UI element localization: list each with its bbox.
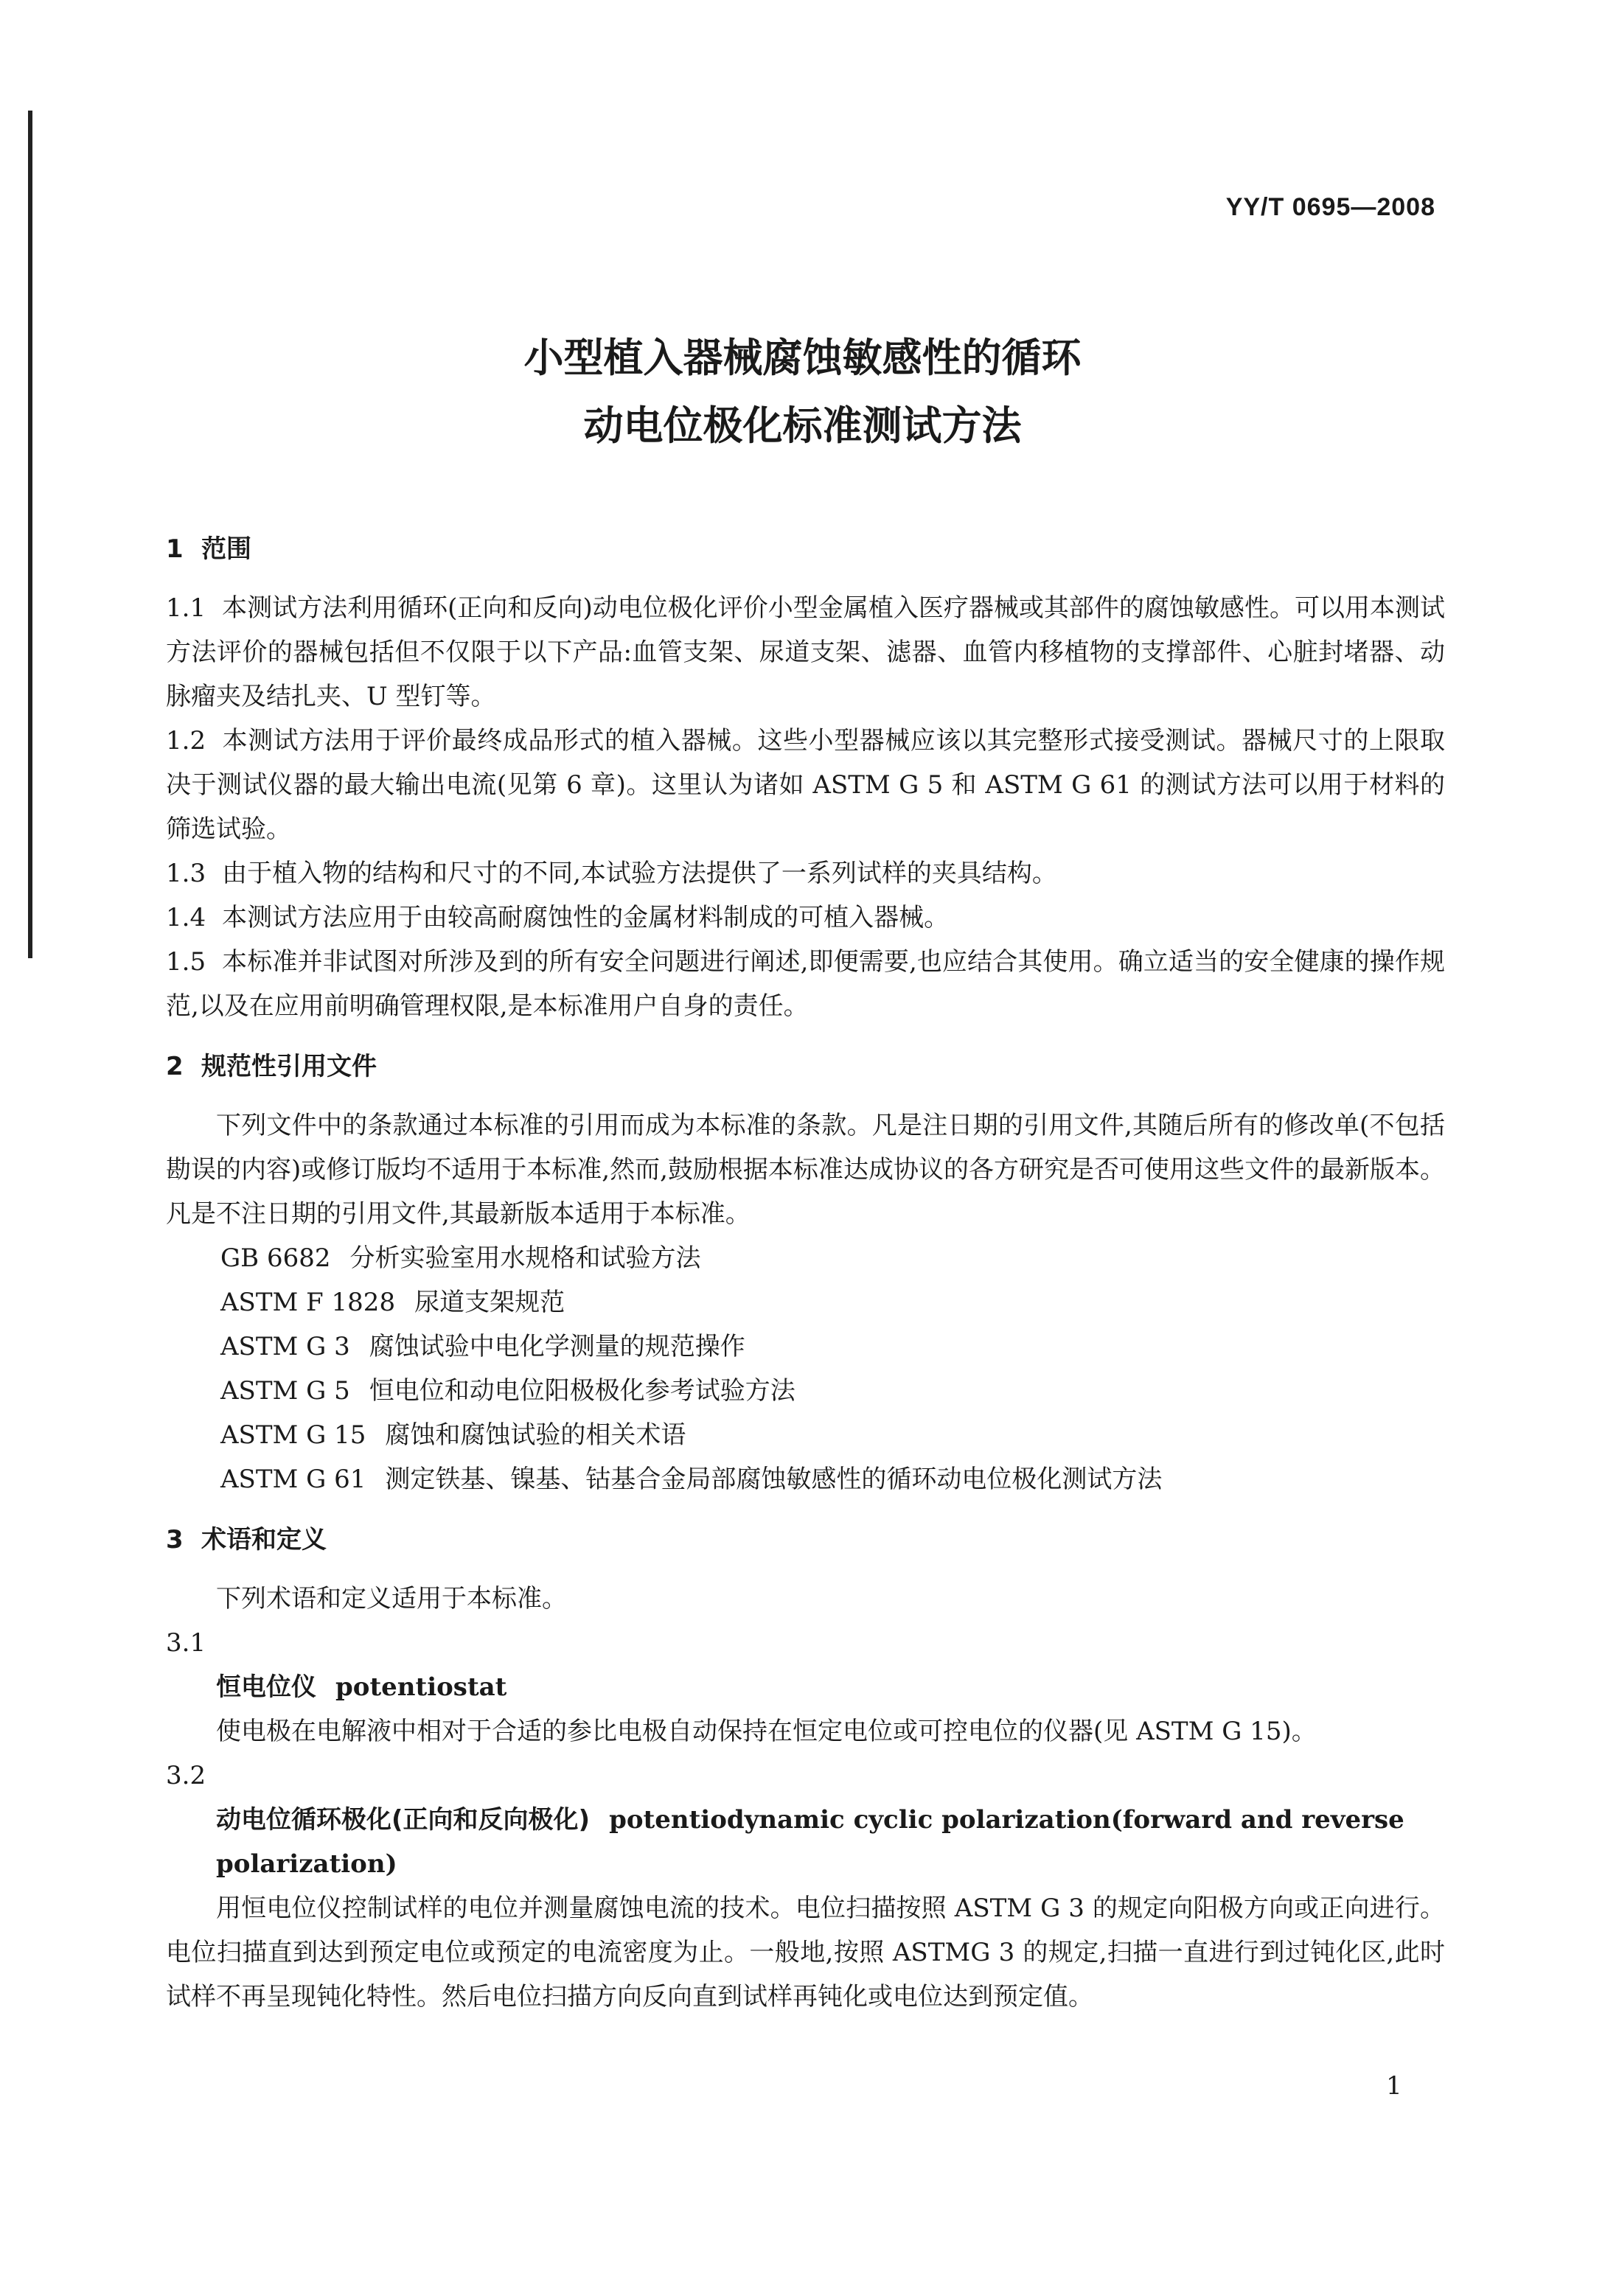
clause-1-1: 1.1 本测试方法利用循环(正向和反向)动电位极化评价小型金属植入医疗器械或其部件的腐蚀敏感性。可以用本测试方法评价的器械包括但不仅限于以下产品:血管支架、尿道支架、滤器、血管内移植物的支撑部件、心脏封堵器、动脉瘤夹及结扎夹、U 型钉等。 <box>166 593 1445 711</box>
clause-1-3: 1.3 由于植入物的结构和尺寸的不同,本试验方法提供了一系列试样的夹具结构。 <box>166 859 1057 888</box>
clause-1-2: 1.2 本测试方法用于评价最终成品形式的植入器械。这些小型器械应该以其完整形式接受测试。器械尺寸的上限取决于测试仪器的最大输出电流(见第 6 章)。这里认为诸如 ASTM G 5 和 ASTM G 61 的测试方法可以用于材料的筛选试验。 <box>166 726 1445 844</box>
binding-line <box>28 111 32 958</box>
page-number: 1 <box>1386 2071 1402 2101</box>
term-definition: 用恒电位仪控制试样的电位并测量腐蚀电流的技术。电位扫描按照 ASTM G 3 的规定向阳极方向或正向进行。电位扫描直到达到预定电位或预定的电流密度为止。一般地,按照 ASTMG 3 的规定,扫描一直进行到过钝化区,此时试样不再呈现钝化特性。然后电位扫描方向反向直到试样再钝化或电位达到预定值。 <box>166 1894 1445 2011</box>
reference-item: ASTM F 1828 尿道支架规范 <box>220 1288 565 1317</box>
title-line-1: 小型植入器械腐蚀敏感性的循环 <box>523 335 1082 381</box>
term-number: 3.2 <box>166 1761 206 1790</box>
reference-item: GB 6682 分析实验室用水规格和试验方法 <box>220 1243 701 1273</box>
section-number: 3 <box>166 1525 184 1554</box>
section-3-intro: 下列术语和定义适用于本标准。 <box>216 1584 567 1613</box>
term-heading: 动电位循环极化(正向和反向极化) potentiodynamic cyclic polarization(forward and reverse polarization) <box>216 1805 1404 1879</box>
reference-item: ASTM G 61 测定铁基、镍基、钴基合金局部腐蚀敏感性的循环动电位极化测试方法 <box>220 1465 1163 1494</box>
clause-1-5: 1.5 本标准并非试图对所涉及到的所有安全问题进行阐述,即便需要,也应结合其使用。确立适当的安全健康的操作规范,以及在应用前明确管理权限,是本标准用户自身的责任。 <box>166 947 1445 1021</box>
section-2-heading <box>166 1044 1445 1089</box>
clause-1-4: 1.4 本测试方法应用于由较高耐腐蚀性的金属材料制成的可植入器械。 <box>166 903 950 932</box>
section-number: 2 <box>166 1052 184 1081</box>
reference-item: ASTM G 3 腐蚀试验中电化学测量的规范操作 <box>220 1332 745 1361</box>
title-line-2: 动电位极化标准测试方法 <box>583 402 1022 449</box>
reference-item: ASTM G 15 腐蚀和腐蚀试验的相关术语 <box>220 1420 686 1450</box>
standard-number: YY/T 0695—2008 <box>1225 193 1435 221</box>
section-1-heading <box>166 527 1445 571</box>
section-number: 1 <box>166 534 184 564</box>
term-heading: 恒电位仪 potentiostat <box>216 1672 507 1702</box>
section-title: 术语和定义 <box>201 1525 327 1554</box>
section-title: 规范性引用文件 <box>201 1052 377 1081</box>
term-definition: 使电极在电解液中相对于合适的参比电极自动保持在恒定电位或可控电位的仪器(见 ASTM G 15)。 <box>216 1717 1317 1746</box>
section-title: 范围 <box>201 534 251 564</box>
document-body <box>166 527 1445 2019</box>
section-2-intro: 下列文件中的条款通过本标准的引用而成为本标准的条款。凡是注日期的引用文件,其随后所有的修改单(不包括勘误的内容)或修订版均不适用于本标准,然而,鼓励根据本标准达成协议的各方研究是否可使用这些文件的最新版本。凡是不注日期的引用文件,其最新版本适用于本标准。 <box>166 1111 1445 1229</box>
reference-item: ASTM G 5 恒电位和动电位阳极极化参考试验方法 <box>220 1376 795 1406</box>
term-number: 3.1 <box>166 1628 206 1658</box>
normative-references-list <box>220 1236 1445 1501</box>
section-3-heading <box>166 1518 1445 1562</box>
document-title <box>0 324 1605 460</box>
